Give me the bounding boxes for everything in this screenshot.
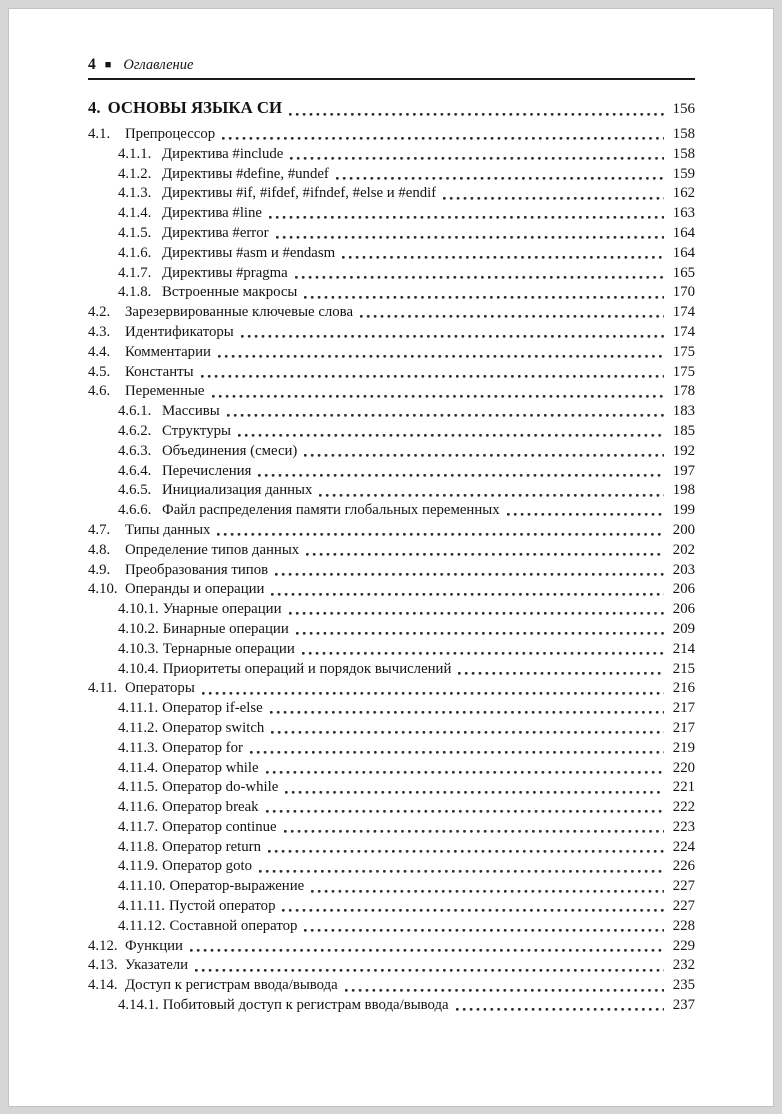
- toc-entry-label: ОСНОВЫ ЯЗЫКА СИ: [107, 98, 283, 117]
- toc-entry-label: Пустой оператор: [169, 898, 276, 915]
- toc-entry-label: Встроенные макросы: [162, 284, 298, 301]
- dot-leader: [507, 501, 664, 521]
- toc-entry: [88, 798, 695, 818]
- dot-leader: [296, 620, 664, 640]
- toc-entry-page: 232: [672, 957, 695, 974]
- toc-entry-page: 228: [672, 917, 695, 934]
- toc-entry-page: 199: [672, 502, 695, 519]
- toc-entry-page: 221: [672, 779, 695, 796]
- toc-entry-page: 224: [672, 838, 695, 855]
- toc-entry-label: Оператор goto: [162, 858, 252, 875]
- toc-entry-page: 200: [672, 521, 695, 538]
- toc-entry-label: Оператор for: [162, 739, 243, 756]
- toc-entry-number: 4.1.7.: [118, 264, 152, 281]
- toc-entry-label: Константы: [125, 363, 194, 380]
- head-rule: [88, 78, 695, 80]
- toc-entry: [88, 976, 695, 996]
- toc-entry: [88, 660, 695, 680]
- toc-entry-page: 170: [672, 284, 695, 301]
- toc-entry-number: 4.1.1.: [118, 145, 152, 162]
- toc-entry-number: 4.10.2.: [118, 620, 159, 637]
- toc-entry-label: Структуры: [162, 422, 231, 439]
- toc-entry-page: 185: [672, 422, 695, 439]
- toc-entry: [88, 561, 695, 581]
- dot-leader: [258, 462, 664, 482]
- dot-leader: [190, 937, 664, 957]
- toc-entry-number: 4.14.1.: [118, 997, 159, 1014]
- toc-entry: [88, 283, 695, 303]
- toc-entry-page: 183: [672, 403, 695, 420]
- toc-entry-number: 4.11.7.: [118, 818, 159, 835]
- toc-entry-page: 220: [672, 759, 695, 776]
- dot-leader: [212, 382, 665, 402]
- toc-entry-label: Идентификаторы: [125, 323, 234, 340]
- toc-entry-label: Оператор switch: [162, 719, 265, 736]
- toc-entry-number: 4.1.2.: [118, 165, 152, 182]
- toc-entry-label: Оператор break: [162, 799, 259, 816]
- toc-entry: [88, 877, 695, 897]
- dot-leader: [266, 798, 664, 818]
- toc-entry-number: 4.: [88, 98, 101, 117]
- toc-entry: [88, 224, 695, 244]
- dot-leader: [289, 97, 664, 120]
- dot-leader: [271, 580, 664, 600]
- toc-entry: [88, 422, 695, 442]
- toc-entry-label: Директивы #if, #ifdef, #ifndef, #else и #endif: [162, 185, 437, 202]
- toc-entry: [88, 343, 695, 363]
- folio-page-number: 4: [88, 56, 96, 73]
- toc-entry-number: 4.13.: [88, 957, 118, 974]
- toc-entry-page: 175: [672, 343, 695, 360]
- toc-entry-page: 226: [672, 858, 695, 875]
- toc-entry-page: 206: [672, 581, 695, 598]
- toc-entry-number: 4.6.: [88, 383, 111, 400]
- toc-entry-number: 4.1.6.: [118, 244, 152, 261]
- dot-leader: [275, 561, 664, 581]
- toc-entry: [88, 145, 695, 165]
- dot-leader: [259, 857, 664, 877]
- toc-entry-number: 4.12.: [88, 937, 118, 954]
- toc-entry: [88, 382, 695, 402]
- toc-entry-label: Операнды и операции: [125, 581, 265, 598]
- toc-entry-number: 4.6.3.: [118, 442, 152, 459]
- toc-entry-page: 217: [672, 700, 695, 717]
- toc-entry: [88, 244, 695, 264]
- toc-entry-label: Преобразования типов: [125, 561, 269, 578]
- toc-entry-page: 174: [672, 304, 695, 321]
- toc-entry: [88, 501, 695, 521]
- toc-entry: [88, 481, 695, 501]
- toc-entry-number: 4.11.8.: [118, 838, 159, 855]
- dot-leader: [290, 145, 664, 165]
- toc-entry: [88, 402, 695, 422]
- toc-entry-page: 219: [672, 739, 695, 756]
- toc-entry-label: Типы данных: [125, 521, 211, 538]
- toc-entry-label: Оператор return: [162, 838, 262, 855]
- toc-entry: [88, 679, 695, 699]
- dot-leader: [201, 363, 664, 383]
- toc-entry-number: 4.10.: [88, 581, 118, 598]
- dot-leader: [302, 640, 664, 660]
- toc-entry-label: Приоритеты операций и порядок вычислений: [162, 660, 452, 677]
- toc-entry-number: 4.1.4.: [118, 205, 152, 222]
- toc-entry-page: 222: [672, 799, 695, 816]
- toc-entry: [88, 778, 695, 798]
- toc-entry-number: 4.6.6.: [118, 502, 152, 519]
- toc-entry-number: 4.11.1.: [118, 700, 159, 717]
- dot-leader: [304, 442, 664, 462]
- toc-entry: [88, 442, 695, 462]
- toc-entry: [88, 184, 695, 204]
- toc-entry-label: Зарезервированные ключевые слова: [125, 304, 354, 321]
- toc-entry: [88, 956, 695, 976]
- toc-entry-label: Файл распределения памяти глобальных переменных: [162, 502, 500, 519]
- toc-page: [8, 8, 774, 1107]
- dot-leader: [304, 283, 664, 303]
- toc-entry-number: 4.1.3.: [118, 185, 152, 202]
- dot-leader: [269, 204, 664, 224]
- dot-leader: [238, 422, 664, 442]
- toc-entry: [88, 521, 695, 541]
- running-head-title: Оглавление: [123, 57, 194, 73]
- toc-entry: [88, 541, 695, 561]
- toc-entry-label: Директивы #define, #undef: [162, 165, 329, 182]
- dot-leader: [295, 264, 664, 284]
- dot-leader: [271, 719, 664, 739]
- dot-leader: [456, 996, 664, 1016]
- toc-entry-label: Оператор-выражение: [169, 878, 305, 895]
- toc-entry-page: 156: [672, 101, 695, 117]
- toc-entry: [88, 739, 695, 759]
- toc-entry-label: Директива #error: [162, 224, 269, 241]
- toc-entry-number: 4.11.5.: [118, 779, 159, 796]
- dot-leader: [336, 165, 664, 185]
- dot-leader: [443, 184, 664, 204]
- toc-entry-page: 217: [672, 719, 695, 736]
- dot-leader: [227, 402, 664, 422]
- toc-entry: [88, 640, 695, 660]
- toc-entry-label: Бинарные операции: [162, 620, 289, 637]
- toc-entry-page: 202: [672, 541, 695, 558]
- toc-entry-page: 158: [672, 126, 695, 142]
- dot-leader: [342, 244, 664, 264]
- toc-entry-page: 229: [672, 937, 695, 954]
- toc-entry-number: 4.4.: [88, 343, 111, 360]
- toc-entry: [88, 719, 695, 739]
- toc-entry-number: 4.1.8.: [118, 284, 152, 301]
- dot-leader: [202, 679, 664, 699]
- toc-entry-page: 163: [672, 205, 695, 222]
- toc-entry-number: 4.11.10.: [118, 878, 166, 895]
- toc-entry-page: 164: [672, 244, 695, 261]
- toc-entry-number: 4.1.5.: [118, 224, 152, 241]
- toc-entry-label: Массивы: [162, 403, 220, 420]
- toc-entry: [88, 580, 695, 600]
- toc-entry-number: 4.11.12.: [118, 917, 166, 934]
- toc-entry-label: Препроцессор: [125, 126, 216, 142]
- toc-entry-label: Директивы #asm и #endasm: [162, 244, 336, 261]
- toc-entry-number: 4.11.9.: [118, 858, 159, 875]
- dot-leader: [218, 343, 664, 363]
- toc-entry-number: 4.6.1.: [118, 403, 152, 420]
- toc-entry-page: 214: [672, 640, 695, 657]
- toc-entry-page: 158: [672, 145, 695, 162]
- toc-entry-label: Директива #include: [162, 145, 284, 162]
- toc-entry-number: 4.8.: [88, 541, 111, 558]
- toc-entry-number: 4.6.2.: [118, 422, 152, 439]
- toc-entry-page: 178: [672, 383, 695, 400]
- toc-entry-label: Оператор continue: [162, 818, 277, 835]
- dot-leader: [195, 956, 664, 976]
- toc-entry-page: 209: [672, 620, 695, 637]
- toc-entry-page: 237: [672, 997, 695, 1014]
- toc-entry: [88, 838, 695, 858]
- toc-entry-label: Тернарные операции: [162, 640, 295, 657]
- dot-leader: [250, 739, 664, 759]
- toc-entry-label: Составной оператор: [169, 917, 298, 934]
- toc-entry-page: 164: [672, 224, 695, 241]
- toc-entry: [88, 125, 695, 145]
- dot-leader: [241, 323, 664, 343]
- dot-leader: [289, 600, 665, 620]
- toc-entry-number: 4.11.: [88, 680, 118, 697]
- toc-entry: [88, 818, 695, 838]
- toc-entry-label: Унарные операции: [162, 601, 282, 618]
- toc-entry-page: 175: [672, 363, 695, 380]
- toc-entry-page: 198: [672, 482, 695, 499]
- dot-leader: [284, 818, 664, 838]
- toc-entry: [88, 462, 695, 482]
- dot-leader: [217, 521, 664, 541]
- toc-entry-number: 4.11.6.: [118, 799, 159, 816]
- toc-entry: [88, 699, 695, 719]
- toc-entry: [88, 165, 695, 185]
- dot-leader: [304, 917, 664, 937]
- toc-entry-number: 4.6.4.: [118, 462, 152, 479]
- toc-entry-label: Функции: [125, 937, 183, 954]
- toc-entry-number: 4.11.4.: [118, 759, 159, 776]
- toc-entry-label: Операторы: [125, 680, 195, 697]
- toc-entry-label: Доступ к регистрам ввода/вывода: [125, 977, 338, 994]
- toc-entry-number: 4.10.4.: [118, 660, 159, 677]
- toc-entry: [88, 620, 695, 640]
- toc-entry-label: Директива #line: [162, 205, 263, 222]
- toc-entry-page: 235: [672, 977, 695, 994]
- toc-entry-page: 159: [672, 165, 695, 182]
- toc-entry-number: 4.11.11.: [118, 898, 165, 915]
- dot-leader: [266, 759, 664, 779]
- dot-leader: [270, 699, 664, 719]
- toc-entry-page: 197: [672, 462, 695, 479]
- toc-entry-page: 223: [672, 818, 695, 835]
- toc-entry: [88, 264, 695, 284]
- toc-entry-label: Переменные: [125, 383, 205, 400]
- toc-entry-number: 4.10.1.: [118, 601, 159, 618]
- toc-entry: [88, 937, 695, 957]
- toc-entry-number: 4.1.: [88, 126, 111, 142]
- dot-leader: [345, 976, 664, 996]
- dot-leader: [282, 897, 664, 917]
- toc-entry-label: Объединения (смеси): [162, 442, 298, 459]
- toc-entry-label: Оператор do-while: [162, 779, 279, 796]
- toc-entry-page: 192: [672, 442, 695, 459]
- toc-entry-number: 4.10.3.: [118, 640, 159, 657]
- toc-entry-number: 4.9.: [88, 561, 111, 578]
- toc-entry-label: Указатели: [125, 957, 189, 974]
- running-head: [88, 57, 695, 74]
- toc-entry: [88, 600, 695, 620]
- dot-leader: [268, 838, 664, 858]
- toc-entry-label: Инициализация данных: [162, 482, 313, 499]
- dot-leader: [360, 303, 664, 323]
- toc-entry-label: Определение типов данных: [125, 541, 300, 558]
- dot-leader: [311, 877, 664, 897]
- toc-entry: [88, 917, 695, 937]
- toc-entry: [88, 363, 695, 383]
- toc-entry-number: 4.11.3.: [118, 739, 159, 756]
- square-bullet-icon: ■: [104, 59, 112, 71]
- toc-entry-page: 162: [672, 185, 695, 202]
- toc-entry-number: 4.11.2.: [118, 719, 159, 736]
- dot-leader: [458, 660, 664, 680]
- toc-entry-page: 174: [672, 323, 695, 340]
- toc-entry-page: 203: [672, 561, 695, 578]
- toc-entry-page: 227: [672, 898, 695, 915]
- toc-entry: [88, 97, 695, 120]
- toc-entry: [88, 204, 695, 224]
- toc-entry-page: 215: [672, 660, 695, 677]
- toc-entry: [88, 857, 695, 877]
- toc-entry-label: Оператор if-else: [162, 700, 263, 717]
- toc-entry-label: Оператор while: [162, 759, 259, 776]
- dot-leader: [319, 481, 664, 501]
- toc-entry-page: 227: [672, 878, 695, 895]
- toc-entry-label: Комментарии: [125, 343, 211, 360]
- dot-leader: [306, 541, 664, 561]
- dot-leader: [276, 224, 664, 244]
- toc-list: [88, 97, 695, 1016]
- toc-entry-number: 4.3.: [88, 323, 111, 340]
- toc-entry-label: Побитовый доступ к регистрам ввода/вывода: [162, 997, 449, 1014]
- toc-entry-page: 165: [672, 264, 695, 281]
- toc-entry-number: 4.14.: [88, 977, 118, 994]
- toc-entry-number: 4.6.5.: [118, 482, 152, 499]
- dot-leader: [285, 778, 664, 798]
- toc-entry-number: 4.7.: [88, 521, 111, 538]
- toc-entry-number: 4.2.: [88, 304, 111, 321]
- toc-entry: [88, 897, 695, 917]
- toc-entry-label: Перечисления: [162, 462, 252, 479]
- toc-entry-page: 216: [672, 680, 695, 697]
- toc-entry: [88, 759, 695, 779]
- toc-entry: [88, 996, 695, 1016]
- toc-entry: [88, 323, 695, 343]
- toc-entry-label: Директивы #pragma: [162, 264, 288, 281]
- toc-entry-number: 4.5.: [88, 363, 111, 380]
- toc-entry: [88, 303, 695, 323]
- toc-entry-page: 206: [672, 601, 695, 618]
- dot-leader: [222, 125, 664, 145]
